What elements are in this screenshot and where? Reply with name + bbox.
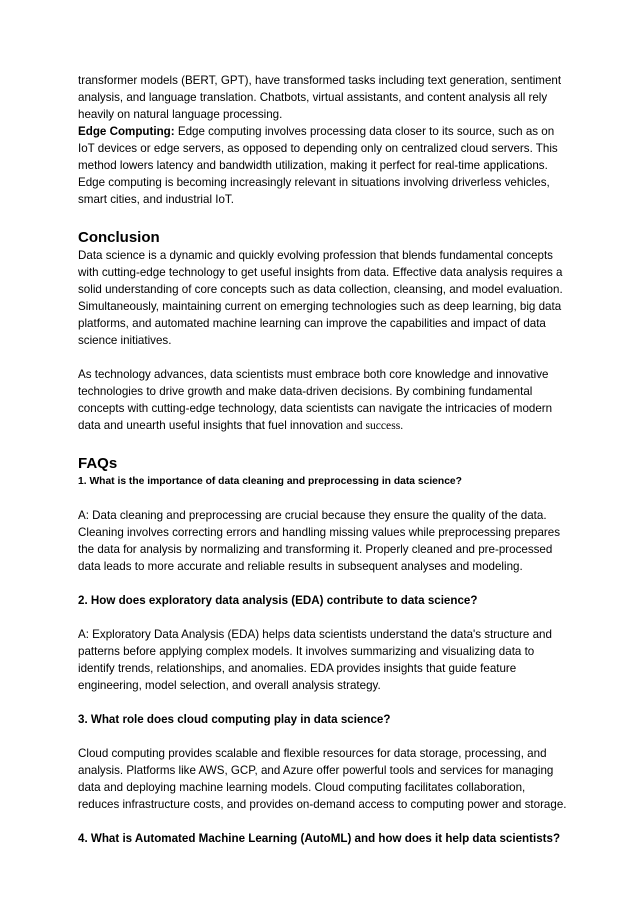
- edge-computing-text: Edge computing involves processing data closer to its source, such as on IoT devices or edge servers, as opposed to depending only on centralized cloud servers. This method lowers latency and bandwidth utilization, making it perfect for real-time applications. Edge computing is becoming increasingly relevant in situations involving driverless vehicles, smart cities, and industrial IoT.: [78, 125, 558, 206]
- document-page: [78, 72, 568, 847]
- conclusion-paragraph-2: [78, 366, 568, 434]
- conclusion-heading: Conclusion: [78, 229, 160, 246]
- faqs-heading: FAQs: [78, 455, 118, 472]
- intro-paragraph: transformer models (BERT, GPT), have transformed tasks including text generation, sentiment analysis, and language translation. Chatbots, virtual assistants, and content analysis all rely heavily on natural language processing.: [78, 74, 562, 121]
- conclusion-paragraph-1: Data science is a dynamic and quickly evolving profession that blends fundamental concepts with cutting-edge technology to get useful insights from data. Effective data analysis requires a solid understanding of core concepts such as data collection, cleansing, and model evaluation. Simultaneously, maintaining current on emerging technologies such as deep learning, big data platforms, and automated machine learning can improve the capabilities and impact of data science initiatives.: [78, 249, 563, 347]
- edge-computing-label: Edge Computing:: [78, 125, 175, 138]
- faq-answer-3: Cloud computing provides scalable and flexible resources for data storage, processing, and analysis. Platforms like AWS, GCP, and Azure offer powerful tools and services for managing data and deploying machine learning models. Cloud computing facilitates collaboration, reduces infrastructure costs, and provides on-demand access to computing power and storage.: [78, 747, 567, 811]
- faq-question-4: 4. What is Automated Machine Learning (AutoML) and how does it help data scientists?: [78, 832, 561, 845]
- faq-question-1: 1. What is the importance of data cleaning and preprocessing in data science?: [78, 476, 462, 487]
- conclusion-paragraph-2-tail: and success.: [342, 419, 404, 432]
- faq-answer-1: A: Data cleaning and preprocessing are crucial because they ensure the quality of the data. Cleaning involves correcting errors and handling missing values while preprocessing prepares the data for analysis by normalizing and transforming it. Properly cleaned and pre-processed data leads to more accurate and reliable results in subsequent analyses and modeling.: [78, 509, 561, 573]
- faq-answer-2: A: Exploratory Data Analysis (EDA) helps data scientists understand the data's structure and patterns before applying complex models. It involves summarizing and visualizing data to identify trends, relationships, and anomalies. EDA provides insights that guide feature engineering, model selection, and overall analysis strategy.: [78, 628, 552, 692]
- edge-computing-paragraph: [78, 123, 568, 208]
- faq-question-3: 3. What role does cloud computing play in data science?: [78, 713, 391, 726]
- faq-question-2: 2. How does exploratory data analysis (EDA) contribute to data science?: [78, 594, 478, 607]
- conclusion-paragraph-2-main: As technology advances, data scientists must embrace both core knowledge and innovative technologies to drive growth and make data-driven decisions. By combining fundamental concepts with cutting-edge technology, data scientists can navigate the intricacies of modern data and unearth useful insights that fuel innovation: [78, 368, 553, 432]
